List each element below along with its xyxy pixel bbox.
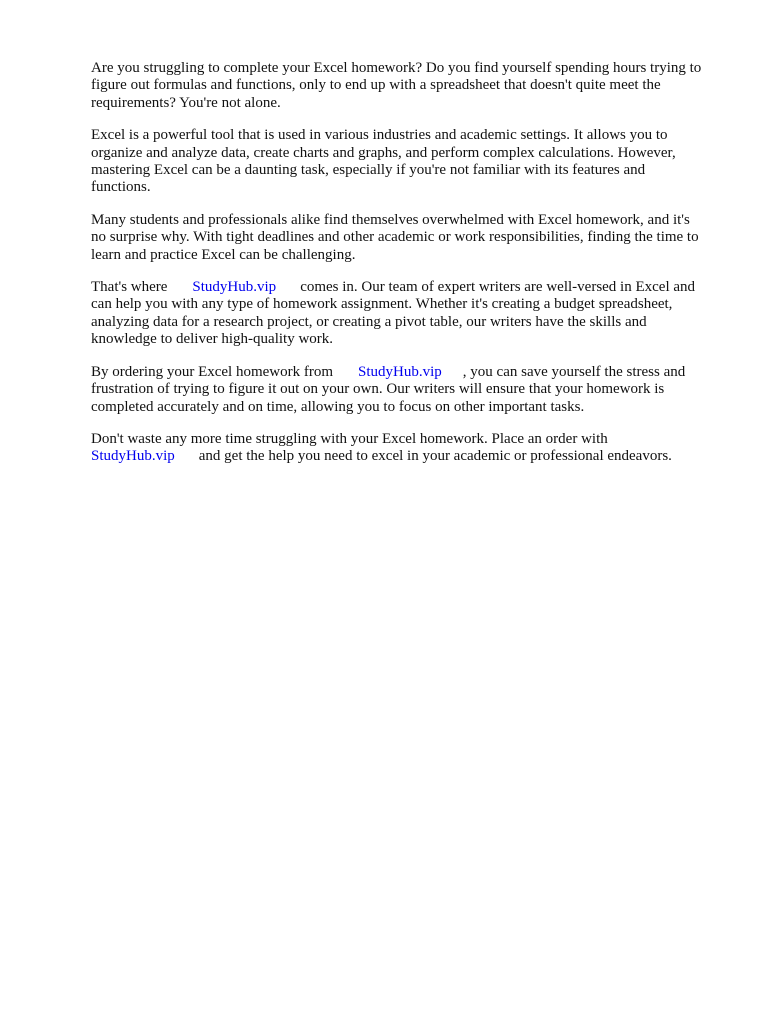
studyhub-link[interactable]: StudyHub.vip <box>358 363 442 380</box>
paragraph-text-after: and get the help you need to excel in your academic or professional endeavors. <box>198 448 672 465</box>
paragraph-text: Are you struggling to complete your Excel homework? Do you find yourself spending hours trying to figure out formulas and functions, only to end up with a spreadsheet that doesn't quite meet the requirements? You're not alone. <box>91 60 702 111</box>
paragraph-text-before: Don't waste any more time struggling with your Excel homework. Place an order with <box>91 430 608 447</box>
paragraph-thats-where <box>91 279 731 349</box>
paragraph-text: Many students and professionals alike find themselves overwhelmed with Excel homework, and it's no surprise why. With tight deadlines and other academic or work responsibilities, finding the time to learn and practice Excel can be challenging. <box>91 211 699 263</box>
paragraph-overwhelmed <box>91 212 731 264</box>
paragraph-ordering <box>91 364 731 416</box>
paragraph-text-after: , you can save yourself the stress and frustration of trying to figure it out on your own. Our writers will ensure that your homework is completed accurately and on time, allowing you to focus on other important tasks. <box>91 363 686 415</box>
paragraph-text: Excel is a powerful tool that is used in various industries and academic settings. It allows you to organize and analyze data, create charts and graphs, and perform complex calculations. However, mastering Excel can be a daunting task, especially if you're not familiar with its features and functions. <box>91 127 676 196</box>
studyhub-link[interactable]: StudyHub.vip <box>192 279 277 296</box>
paragraph-text-before: By ordering your Excel homework from <box>91 363 334 380</box>
document-page <box>91 60 731 481</box>
paragraph-intro <box>91 60 731 112</box>
paragraph-excel-overview <box>91 127 731 197</box>
paragraph-text-before: That's where <box>91 279 168 296</box>
paragraph-text-after: comes in. Our team of expert writers are well-versed in Excel and can help you with any type of homework assignment. Whether it's creating a budget spreadsheet, analyzing data for a research project, or creating a pivot table, our writers have the skills and knowledge to deliver high-quality work. <box>91 279 696 348</box>
paragraph-call-to-action <box>91 431 731 466</box>
studyhub-link[interactable]: StudyHub.vip <box>91 448 175 465</box>
